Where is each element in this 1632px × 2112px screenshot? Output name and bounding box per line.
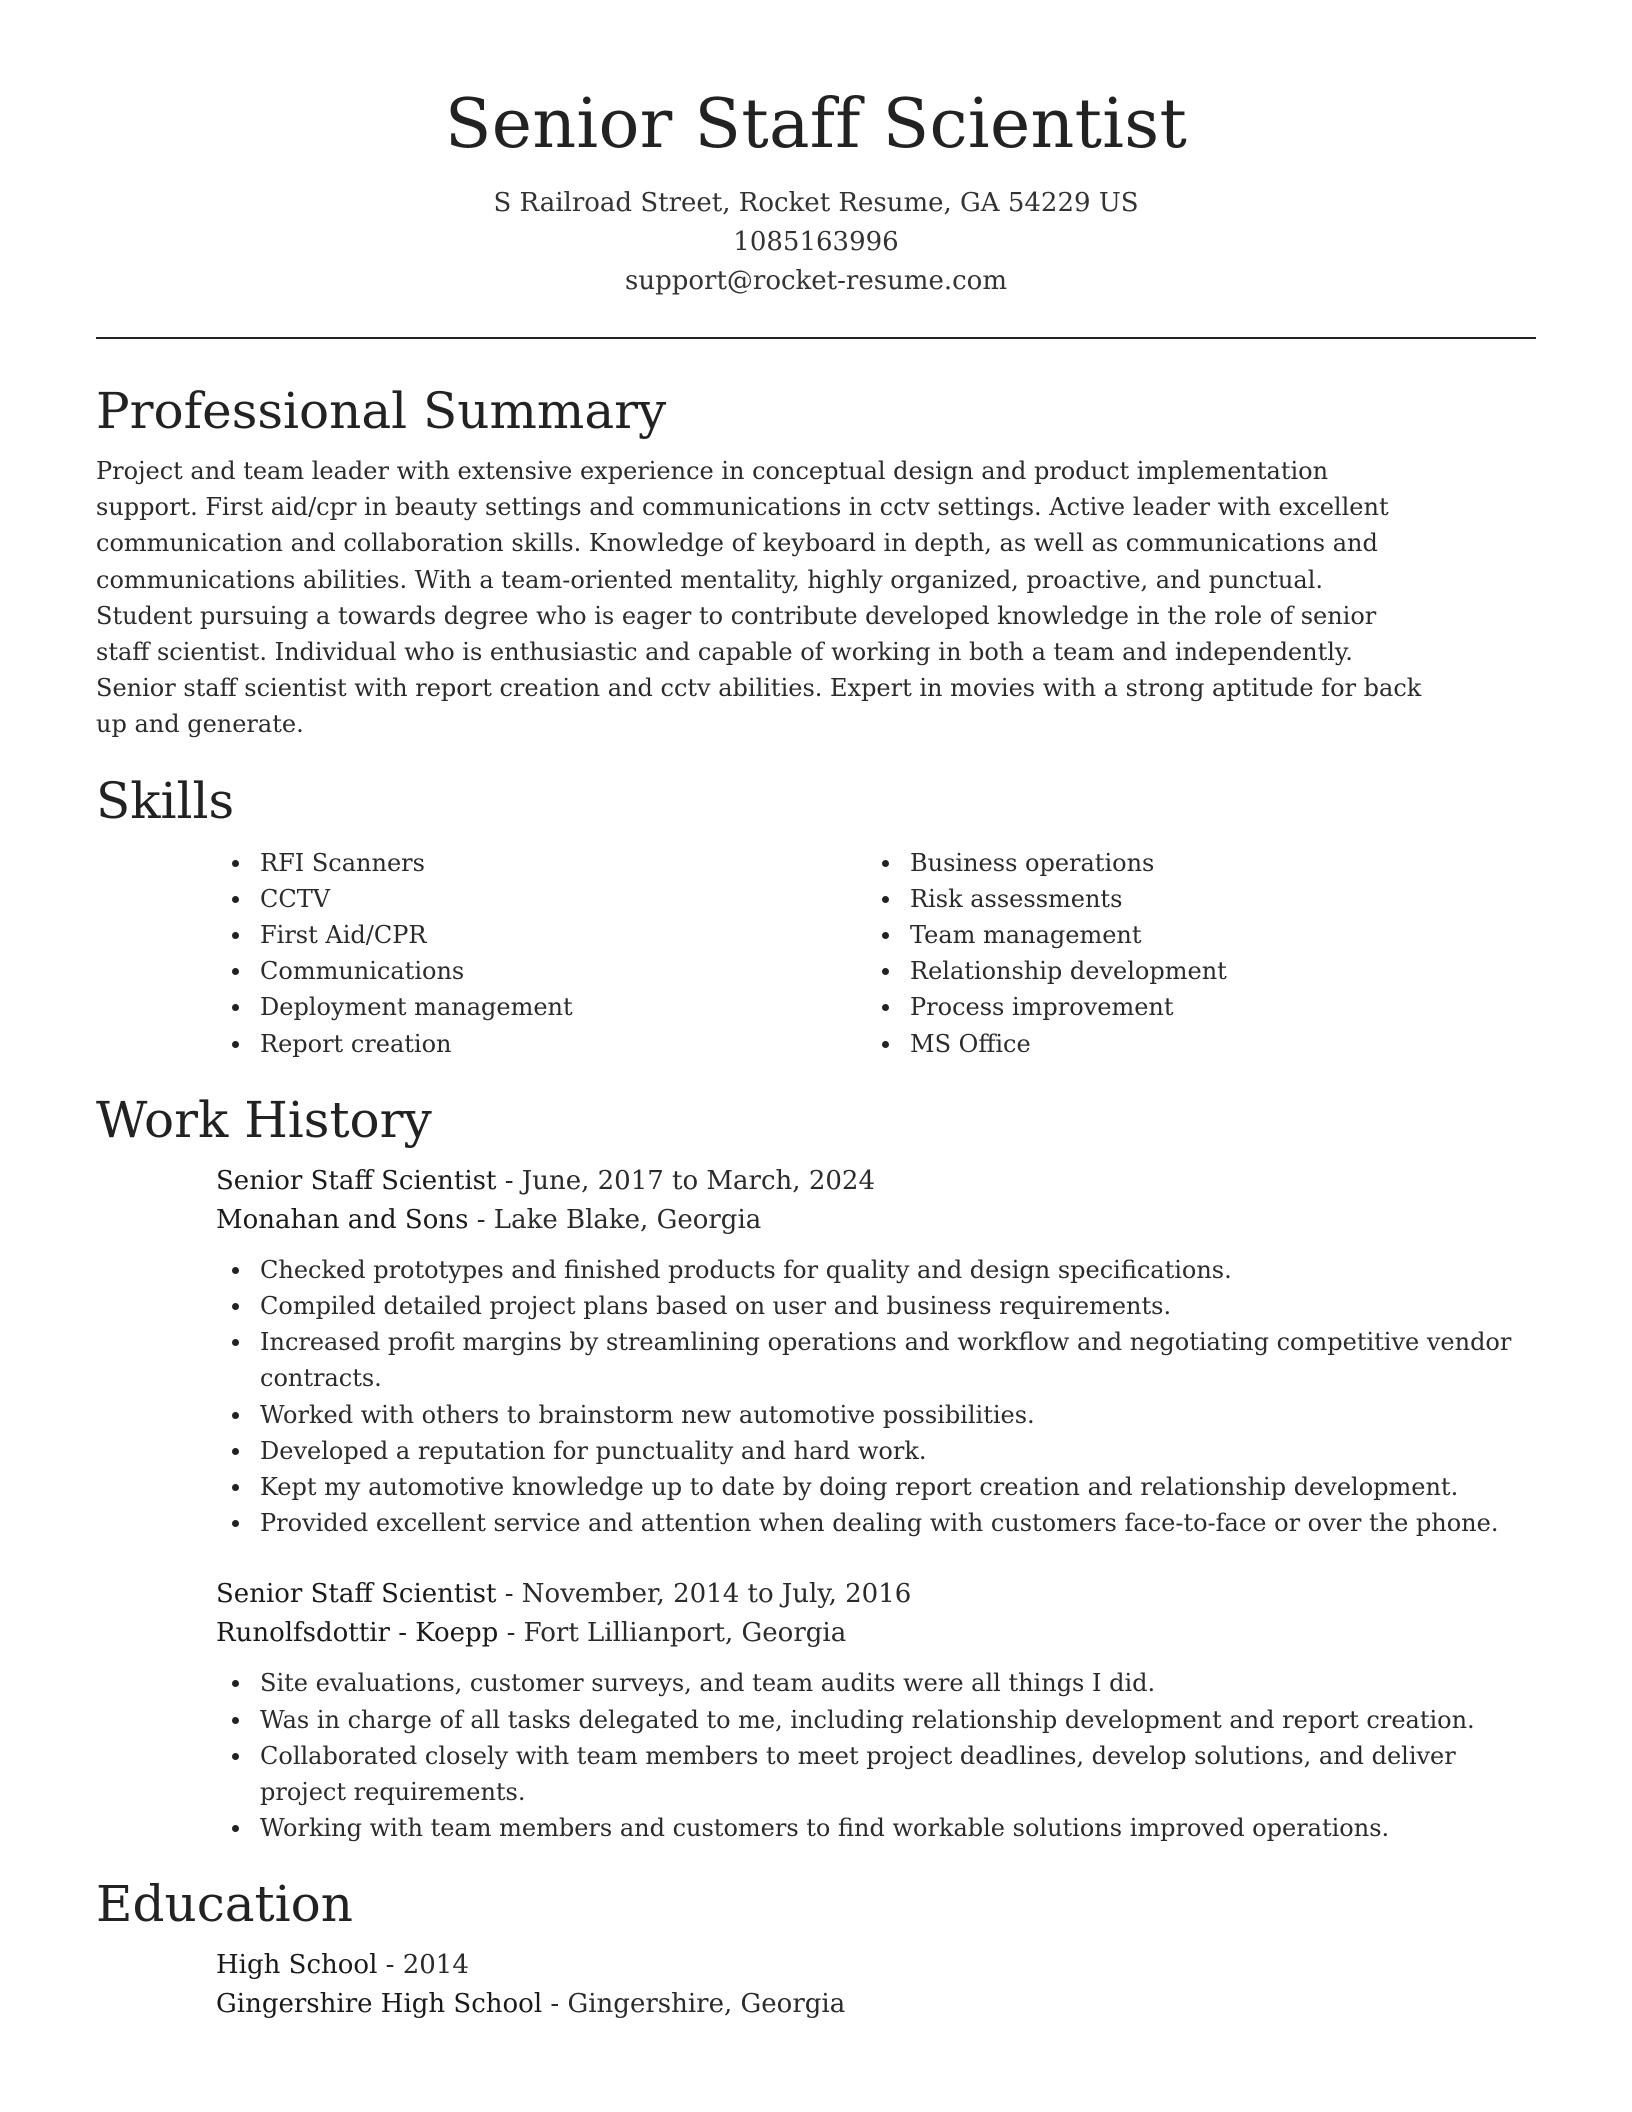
work-history-section [96, 1088, 1536, 1847]
education-school-line [216, 1985, 1536, 2024]
education-degree-line [216, 1946, 1536, 1985]
skill-item: RFI Scanners [216, 845, 866, 881]
job-title: Senior Staff Scientist [216, 1165, 497, 1196]
job-company: Runolfsdottir - Koepp [216, 1618, 499, 1649]
skill-item: Communications [216, 953, 866, 989]
job-bullet: Kept my automotive knowledge up to date by doing report creation and relationship development. [216, 1469, 1546, 1505]
resume-page [96, 80, 1536, 2024]
summary-heading: Professional Summary [96, 382, 667, 440]
job-bullet: Increased profit margins by streamlining operations and workflow and negotiating competitive vendor contracts. [216, 1324, 1546, 1396]
job-bullet: Collaborated closely with team members to meet project deadlines, develop solutions, and deliver project requirements. [216, 1738, 1546, 1810]
skill-item: Report creation [216, 1026, 866, 1062]
job-bullet: Working with team members and customers to find workable solutions improved operations. [216, 1810, 1546, 1846]
skills-column-right [866, 845, 1227, 1062]
job-entry [216, 1575, 1536, 1846]
job-company: Monahan and Sons [216, 1204, 469, 1235]
skill-item: Team management [866, 917, 1227, 953]
education-section [96, 1872, 1536, 2024]
job-entry [216, 1162, 1536, 1542]
summary-section [96, 379, 1536, 743]
job-bullet: Was in charge of all tasks delegated to me, including relationship development and report creation. [216, 1702, 1546, 1738]
skill-item: First Aid/CPR [216, 917, 866, 953]
skill-item: Relationship development [866, 953, 1227, 989]
job-location: - Fort Lillianport, Georgia [498, 1618, 847, 1649]
contact-address: S Railroad Street, Rocket Resume, GA 54229 US [493, 188, 1139, 218]
skills-column-left [216, 845, 866, 1062]
job-title: Senior Staff Scientist [216, 1579, 497, 1610]
skill-item: Deployment management [216, 989, 866, 1025]
job-location: - Lake Blake, Georgia [468, 1204, 762, 1235]
job-title-line [216, 1162, 1536, 1201]
contact-info [96, 184, 1536, 301]
resume-header [96, 80, 1536, 301]
education-entry [216, 1946, 1536, 2024]
job-dates: - June, 2017 to March, 2024 [496, 1165, 875, 1196]
job-title-line [216, 1575, 1536, 1614]
job-bullet: Checked prototypes and finished products for quality and design specifications. [216, 1252, 1546, 1288]
skill-item: MS Office [866, 1026, 1227, 1062]
job-bullets [216, 1252, 1546, 1542]
education-degree: High School [216, 1950, 378, 1981]
job-company-line [216, 1201, 1536, 1240]
skill-item: Risk assessments [866, 881, 1227, 917]
skills-list [216, 845, 1536, 1062]
job-company-line [216, 1614, 1536, 1653]
job-bullets [216, 1665, 1546, 1846]
skills-section [96, 769, 1536, 1062]
skill-item: Process improvement [866, 989, 1227, 1025]
job-bullet: Worked with others to brainstorm new automotive possibilities. [216, 1397, 1546, 1433]
job-bullet: Site evaluations, customer surveys, and team audits were all things I did. [216, 1665, 1546, 1701]
skills-heading: Skills [96, 771, 235, 830]
education-location: - Gingershire, Georgia [542, 1989, 846, 2020]
job-bullet: Developed a reputation for punctuality and hard work. [216, 1433, 1546, 1469]
education-year: - 2014 [377, 1950, 469, 1981]
work-history-heading: Work History [96, 1090, 432, 1149]
contact-email: support@rocket-resume.com [624, 266, 1007, 296]
job-dates: - November, 2014 to July, 2016 [496, 1579, 912, 1610]
skill-item: CCTV [216, 881, 866, 917]
job-bullet: Provided excellent service and attention when dealing with customers face-to-face or over the phone. [216, 1505, 1546, 1541]
header-divider [96, 337, 1536, 339]
contact-phone: 1085163996 [733, 227, 899, 257]
education-school: Gingershire High School [216, 1989, 543, 2020]
skill-item: Business operations [866, 845, 1227, 881]
job-bullet: Compiled detailed project plans based on user and business requirements. [216, 1288, 1546, 1324]
summary-text: Project and team leader with extensive experience in conceptual design and product implementation support. First aid/cpr in beauty settings and communications in cctv settings. Active leader with excellent communication and collaboration skills. Knowledge of keyboard in depth, as well as communications and communications abilities. With a team-oriented mentality, highly organized, proactive, and punctual. Student pursuing a towards degree who is eager to contribute developed knowledge in the role of senior staff scientist. Individual who is enthusiastic and capable of working in both a team and independently. Senior staff scientist with report creation and cctv abilities. Expert in movies with a strong aptitude for back up and generate. [96, 457, 1422, 739]
education-heading: Education [96, 1875, 353, 1934]
candidate-name: Senior Staff Scientist [444, 85, 1188, 164]
